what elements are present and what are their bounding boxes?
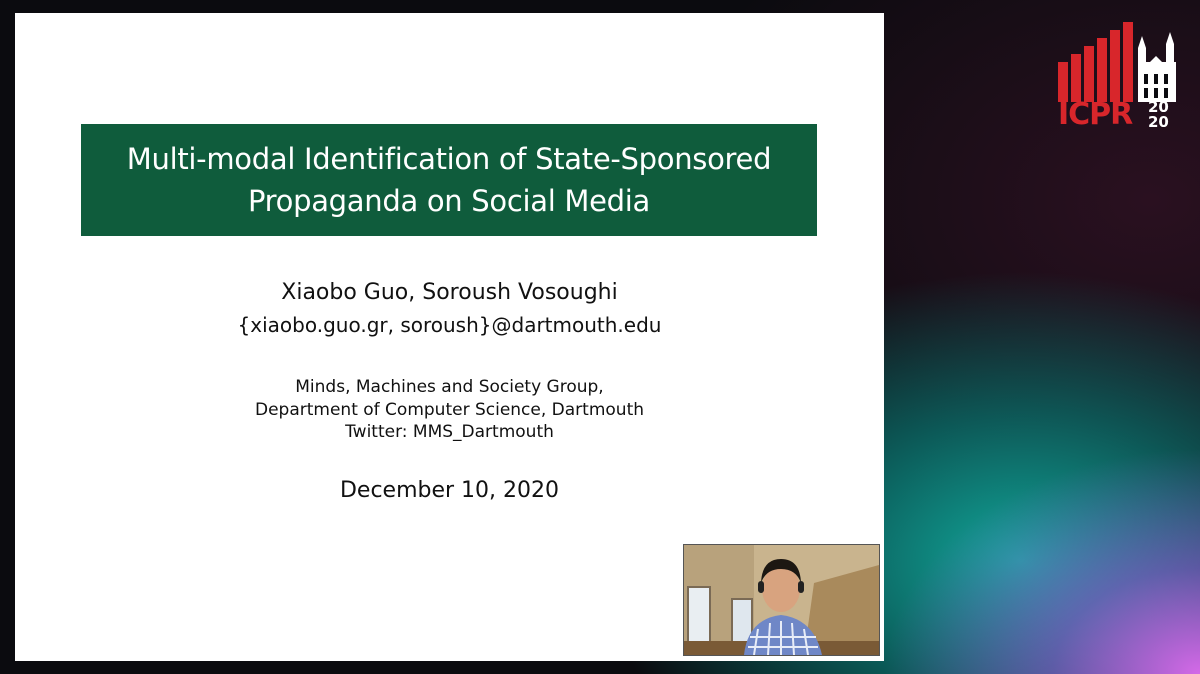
- slide-date: December 10, 2020: [339, 478, 560, 503]
- slide-emails: {xiaobo.guo.gr, soroush}@dartmouth.edu: [237, 313, 662, 337]
- logo-year: [1148, 100, 1178, 130]
- slide-title-line-2: Propaganda on Social Media: [248, 184, 650, 218]
- slide-authors: Xiaobo Guo, Soroush Vosoughi: [281, 280, 618, 305]
- affiliation-line-3: Twitter: MMS_Dartmouth: [345, 422, 554, 442]
- slide-title-line-1: Multi-modal Identification of State-Sponsored: [126, 142, 772, 176]
- logo-year-top: 20: [1148, 98, 1169, 116]
- slide-affiliation: [15, 376, 884, 444]
- affiliation-line-1: Minds, Machines and Society Group,: [295, 377, 604, 397]
- logo-text: ICPR: [1058, 97, 1133, 132]
- slide-title-banner: [81, 124, 817, 236]
- affiliation-line-2: Department of Computer Science, Dartmouth: [254, 399, 645, 420]
- logo-year-bottom: 20: [1148, 113, 1169, 131]
- presenter-webcam: [683, 544, 880, 656]
- presenter-video-icon: [684, 545, 879, 655]
